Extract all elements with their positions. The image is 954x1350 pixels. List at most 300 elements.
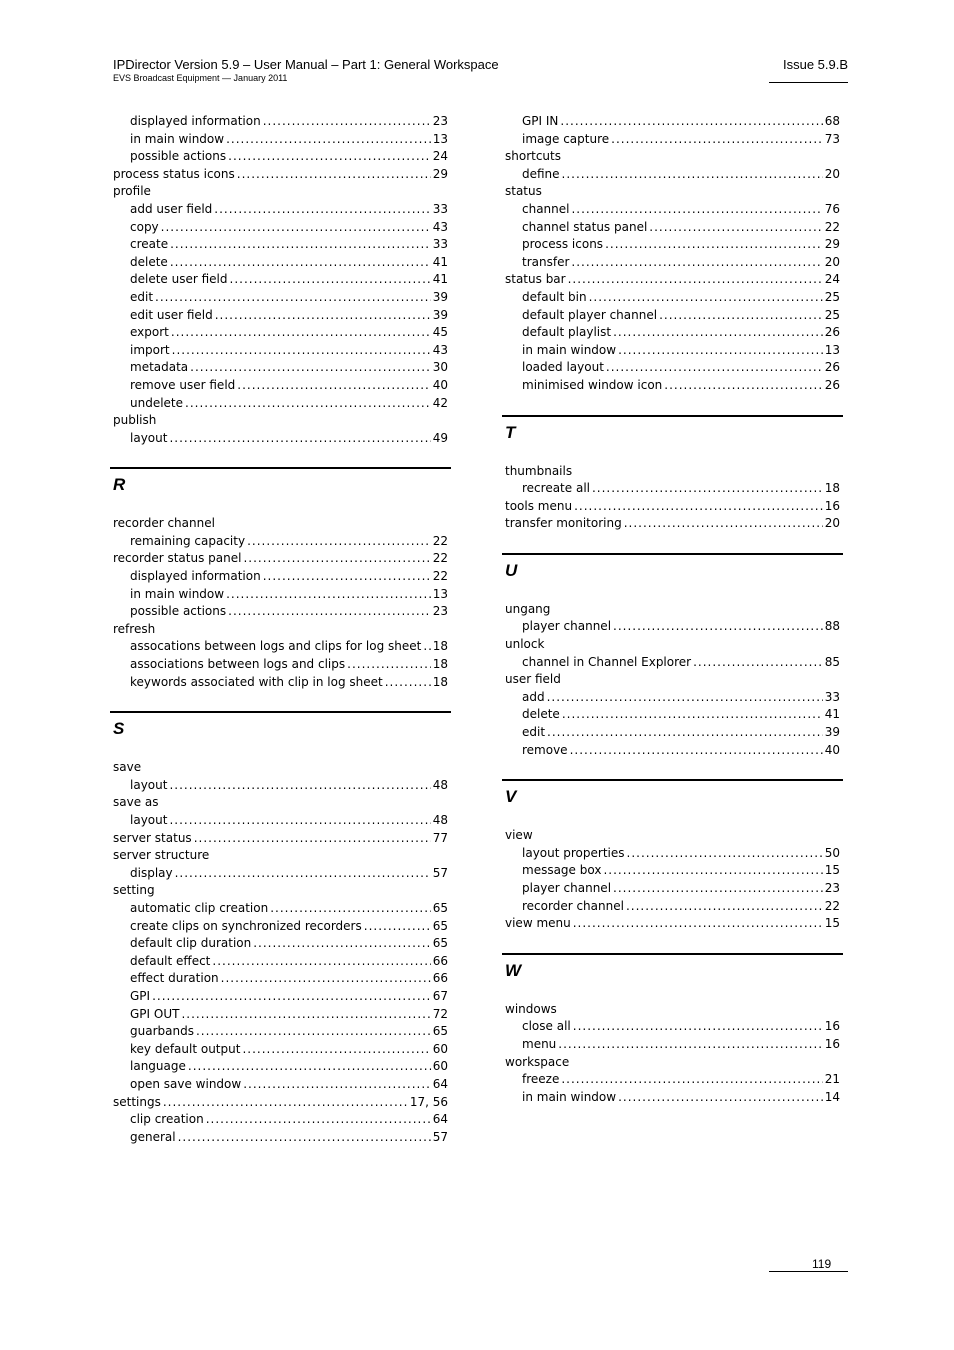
entry-page-number: 20 <box>824 254 840 269</box>
index-entry <box>505 601 840 619</box>
entry-page-number: 77 <box>432 830 448 845</box>
index-entry <box>113 166 448 184</box>
dot-leader <box>185 395 431 413</box>
entry-page-number: 22 <box>824 898 840 913</box>
index-subentry <box>113 638 448 656</box>
index-subentry <box>113 254 448 272</box>
entry-term: displayed information <box>130 114 261 128</box>
index-entry <box>505 271 840 289</box>
entry-page-number: 33 <box>432 237 448 252</box>
entry-term: recorder channel <box>522 898 624 913</box>
entry-page-number: 42 <box>432 395 448 410</box>
index-subentry <box>113 324 448 342</box>
entry-term: image capture <box>522 131 610 146</box>
dot-leader <box>170 254 431 272</box>
dot-leader <box>570 742 823 760</box>
entry-term: default effect <box>130 953 211 968</box>
entry-page-number: 25 <box>824 307 840 322</box>
dot-leader <box>152 988 431 1006</box>
entry-page-number: 26 <box>824 325 840 340</box>
entry-page-number: 14 <box>824 1089 840 1104</box>
entry-term: workspace <box>505 1054 570 1069</box>
section-letter: T <box>505 422 516 442</box>
dot-leader <box>228 148 431 166</box>
entry-page-number: 18 <box>824 481 840 496</box>
section-rule <box>502 415 843 417</box>
index-entry <box>113 183 448 201</box>
index-entry <box>505 183 840 201</box>
dot-leader <box>592 480 823 498</box>
entry-term: GPI OUT <box>130 1006 180 1021</box>
index-section <box>505 553 840 759</box>
entry-page-number: 65 <box>432 900 448 915</box>
entry-term: layout <box>130 430 168 445</box>
entry-page-number: 49 <box>432 430 448 445</box>
entry-page-number: 22 <box>824 219 840 234</box>
entry-page-number: 41 <box>432 272 448 287</box>
entry-page-number: 18 <box>432 674 448 689</box>
dot-leader <box>253 935 430 953</box>
index-subentry <box>113 430 448 448</box>
header-title: IPDirector Version 5.9 – User Manual – Part 1: General Workspace <box>113 57 499 72</box>
entry-term: player channel <box>522 619 612 634</box>
index-subentry <box>505 201 840 219</box>
index-subentry <box>113 1076 448 1094</box>
entry-term: in main window <box>522 1089 617 1104</box>
dot-leader <box>190 359 431 377</box>
entry-term: remove <box>522 742 568 757</box>
dot-leader <box>574 498 823 516</box>
index-subentry <box>505 324 840 342</box>
entry-page-number: 68 <box>824 114 840 128</box>
index-section <box>505 953 840 1107</box>
entry-term: display <box>130 865 173 880</box>
index-subentry <box>113 131 448 149</box>
entry-term: channel status panel <box>522 219 648 234</box>
dot-leader <box>243 1076 431 1094</box>
index-subentry <box>505 724 840 742</box>
index-entry <box>113 1094 448 1112</box>
index-entry <box>505 515 840 533</box>
index-subentry <box>113 1058 448 1076</box>
entry-term: possible actions <box>130 149 227 164</box>
entry-term: server status <box>113 830 192 845</box>
dot-leader <box>178 1129 431 1147</box>
entry-term: edit <box>130 289 154 304</box>
entry-page-number: 65 <box>432 936 448 951</box>
section-rule <box>502 953 843 955</box>
entry-term: displayed information <box>130 569 261 584</box>
entry-term: remaining capacity <box>130 533 246 548</box>
entry-term: status bar <box>505 272 566 287</box>
entry-term: define <box>522 166 560 181</box>
entry-page-number: 85 <box>824 654 840 669</box>
entry-page-number: 26 <box>824 360 840 375</box>
entry-page-number: 64 <box>432 1076 448 1091</box>
entry-page-number: 65 <box>432 1024 448 1039</box>
entry-term: edit user field <box>130 307 213 322</box>
index-section <box>505 415 840 533</box>
dot-leader <box>347 656 431 674</box>
dot-leader <box>693 654 823 672</box>
index-subentry <box>505 689 840 707</box>
index-entry <box>113 794 448 812</box>
index-entry <box>505 915 840 933</box>
index-subentry <box>505 845 840 863</box>
index-subentry <box>113 148 448 166</box>
index-subentry <box>113 568 448 586</box>
index-subentry <box>113 236 448 254</box>
index-subentry <box>113 586 448 604</box>
index-subentry <box>113 970 448 988</box>
entry-term: effect duration <box>130 971 219 986</box>
dot-leader <box>561 1071 822 1089</box>
section-rule <box>110 467 451 469</box>
entry-page-number: 16 <box>824 1019 840 1034</box>
index-subentry <box>505 113 840 131</box>
entry-page-number: 39 <box>432 289 448 304</box>
entry-term: open save window <box>130 1076 242 1091</box>
entry-term: player channel <box>522 881 612 895</box>
entry-term: tools menu <box>505 498 573 513</box>
entry-page-number: 18 <box>432 657 448 672</box>
entry-page-number: 41 <box>824 707 840 722</box>
index-subentry <box>505 342 840 360</box>
entry-page-number: 30 <box>432 360 448 375</box>
entry-term: close all <box>522 1019 571 1034</box>
index-subentry <box>113 1041 448 1059</box>
dot-leader <box>175 865 431 883</box>
index-subentry <box>113 342 448 360</box>
index-subentry <box>113 812 448 830</box>
entry-page-number: 13 <box>824 342 840 357</box>
index-subentry <box>113 603 448 621</box>
dot-leader <box>618 342 823 360</box>
entry-page-number: 57 <box>432 1129 448 1144</box>
index-subentry <box>505 862 840 880</box>
index-subentry <box>113 656 448 674</box>
entry-term: view menu <box>505 916 571 931</box>
entry-page-number: 13 <box>432 131 448 146</box>
entry-page-number: 73 <box>824 131 840 146</box>
index-entry <box>113 412 448 430</box>
entry-term: publish <box>113 413 157 428</box>
dot-leader <box>626 898 823 916</box>
section-rule <box>502 779 843 781</box>
entry-term: GPI <box>130 988 151 1003</box>
entry-term: import <box>130 342 170 357</box>
index-subentry <box>113 359 448 377</box>
entry-term: in main window <box>522 342 617 357</box>
index-subentry <box>113 900 448 918</box>
dot-leader <box>226 586 431 604</box>
dot-leader <box>263 113 431 131</box>
index-subentry <box>113 377 448 395</box>
index-subentry <box>113 953 448 971</box>
entry-page-number: 50 <box>824 845 840 860</box>
entry-page-number: 48 <box>432 777 448 792</box>
dot-leader <box>364 918 431 936</box>
index-subentry <box>505 1036 840 1054</box>
section-rule <box>502 553 843 555</box>
entry-term: delete <box>522 707 560 722</box>
dot-leader <box>385 674 431 692</box>
entry-term: shortcuts <box>505 149 561 164</box>
entry-term: possible actions <box>130 604 227 619</box>
dot-leader <box>611 131 823 149</box>
dot-leader <box>172 342 431 360</box>
entry-term: add user field <box>130 201 213 216</box>
entry-term: channel in Channel Explorer <box>522 654 692 669</box>
entry-term: undelete <box>130 395 184 410</box>
dot-leader <box>423 638 430 656</box>
entry-page-number: 20 <box>824 516 840 531</box>
entry-term: add <box>522 689 545 704</box>
dot-leader <box>664 377 822 395</box>
index-section <box>113 467 448 691</box>
dot-leader <box>212 953 430 971</box>
index-subentry <box>505 1089 840 1107</box>
header-rule <box>769 82 848 83</box>
dot-leader <box>659 307 823 325</box>
entry-term: GPI IN <box>522 114 559 128</box>
entry-page-number: 41 <box>432 254 448 269</box>
index-subentry <box>113 777 448 795</box>
dot-leader <box>627 845 823 863</box>
entry-term: automatic clip creation <box>130 900 269 915</box>
index-entry <box>505 636 840 654</box>
entry-term: associations between logs and clips <box>130 657 346 672</box>
dot-leader <box>605 236 823 254</box>
entry-page-number: 22 <box>432 569 448 584</box>
index-section <box>505 779 840 933</box>
entry-term: keywords associated with clip in log sheet <box>130 674 383 689</box>
dot-leader <box>573 1018 823 1036</box>
index-entry <box>505 148 840 166</box>
entry-term: copy <box>130 219 159 234</box>
entry-term: freeze <box>522 1072 560 1087</box>
dot-leader <box>571 254 822 272</box>
entry-term: recreate all <box>522 481 590 496</box>
entry-page-number: 18 <box>432 639 448 654</box>
index-subentry <box>113 219 448 237</box>
entry-page-number: 23 <box>432 604 448 619</box>
entry-page-number: 72 <box>432 1006 448 1021</box>
dot-leader <box>603 862 822 880</box>
entry-term: language <box>130 1059 186 1074</box>
entry-page-number: 22 <box>432 551 448 566</box>
entry-term: default player channel <box>522 307 658 322</box>
entry-term: recorder status panel <box>113 551 242 566</box>
entry-term: message box <box>522 863 602 878</box>
index-entry <box>505 1054 840 1072</box>
dot-leader <box>649 219 822 237</box>
entry-term: transfer monitoring <box>505 516 622 531</box>
index-subentry <box>113 201 448 219</box>
index-subentry <box>505 618 840 636</box>
entry-page-number: 45 <box>432 325 448 340</box>
index-subentry <box>113 533 448 551</box>
index-subentry <box>113 988 448 1006</box>
entry-term: guarbands <box>130 1024 194 1039</box>
dot-leader <box>613 880 823 898</box>
index-subentry <box>505 480 840 498</box>
entry-page-number: 66 <box>432 953 448 968</box>
entry-page-number: 16 <box>824 1036 840 1051</box>
entry-term: status <box>505 184 542 199</box>
dot-leader <box>613 618 823 636</box>
entry-page-number: 15 <box>824 863 840 878</box>
index-subentry <box>505 254 840 272</box>
entry-page-number: 16 <box>824 498 840 513</box>
dot-leader <box>230 271 431 289</box>
entry-term: key default output <box>130 1041 241 1056</box>
entry-page-number: 24 <box>432 149 448 164</box>
index-subentry <box>113 113 448 131</box>
dot-leader <box>196 1023 431 1041</box>
dot-leader <box>562 166 823 184</box>
dot-leader <box>169 812 430 830</box>
index-entry <box>113 550 448 568</box>
index-subentry <box>505 359 840 377</box>
entry-page-number: 66 <box>432 971 448 986</box>
index-section <box>113 711 448 1146</box>
dot-leader <box>560 113 822 131</box>
index-subentry <box>113 289 448 307</box>
entry-term: in main window <box>130 131 225 146</box>
entry-page-number: 65 <box>432 918 448 933</box>
header-subtitle: EVS Broadcast Equipment — January 2011 <box>113 73 288 83</box>
entry-page-number: 40 <box>824 742 840 757</box>
entry-term: metadata <box>130 360 189 375</box>
entry-term: process status icons <box>113 166 235 181</box>
index-entry <box>505 463 840 481</box>
dot-leader <box>181 1006 430 1024</box>
entry-term: in main window <box>130 586 225 601</box>
index-subentry <box>113 674 448 692</box>
entry-term: channel <box>522 201 570 216</box>
index-subentry <box>505 166 840 184</box>
entry-page-number: 43 <box>432 219 448 234</box>
index-subentry <box>113 307 448 325</box>
index-subentry <box>505 706 840 724</box>
entry-term: recorder channel <box>113 516 215 531</box>
entry-page-number: 39 <box>432 307 448 322</box>
entry-page-number: 13 <box>432 586 448 601</box>
dot-leader <box>226 131 431 149</box>
entry-term: process icons <box>522 237 604 252</box>
entry-term: clip creation <box>130 1112 204 1127</box>
dot-leader <box>558 1036 822 1054</box>
entry-term: layout <box>130 813 168 827</box>
dot-leader <box>243 550 430 568</box>
dot-leader <box>171 324 431 342</box>
entry-term: delete user field <box>130 272 228 287</box>
dot-leader <box>613 324 823 342</box>
dot-leader <box>562 706 823 724</box>
dot-leader <box>242 1041 430 1059</box>
index-subentry <box>113 1023 448 1041</box>
entry-term: server structure <box>113 848 210 863</box>
index-subentry <box>113 1129 448 1147</box>
dot-leader <box>237 377 430 395</box>
entry-term: create <box>130 237 169 252</box>
index-entry <box>113 759 448 777</box>
index-subentry <box>505 307 840 325</box>
index-entry <box>113 515 448 533</box>
dot-leader <box>247 533 431 551</box>
entry-page-number: 24 <box>824 272 840 287</box>
entry-page-number: 29 <box>432 166 448 181</box>
entry-term: save <box>113 760 142 775</box>
index-subentry <box>113 865 448 883</box>
dot-leader <box>270 900 431 918</box>
entry-term: delete <box>130 254 168 269</box>
section-letter: R <box>113 475 126 495</box>
entry-page-number: 23 <box>432 114 448 128</box>
entry-page-number: 26 <box>824 377 840 392</box>
dot-leader <box>221 970 431 988</box>
entry-term: remove user field <box>130 377 236 392</box>
dot-leader <box>214 201 430 219</box>
entry-page-number: 48 <box>432 813 448 827</box>
index-subentry <box>113 271 448 289</box>
dot-leader <box>163 1094 408 1112</box>
index-subentry <box>505 219 840 237</box>
entry-page-number: 60 <box>432 1041 448 1056</box>
entry-page-number: 43 <box>432 342 448 357</box>
dot-leader <box>169 777 430 795</box>
entry-page-number: 15 <box>824 916 840 931</box>
entry-term: settings <box>113 1094 161 1109</box>
dot-leader <box>547 689 823 707</box>
entry-page-number: 29 <box>824 237 840 252</box>
entry-term: view <box>505 828 533 843</box>
index-entry <box>505 1001 840 1019</box>
index-subentry <box>505 880 840 898</box>
dot-leader <box>618 1089 823 1107</box>
entry-term: setting <box>113 883 155 898</box>
entry-page-number: 17, 56 <box>409 1094 448 1109</box>
entry-page-number: 23 <box>824 881 840 895</box>
index-subentry <box>113 935 448 953</box>
dot-leader <box>228 603 431 621</box>
entry-page-number: 76 <box>824 201 840 216</box>
entry-term: profile <box>113 184 151 199</box>
entry-term: minimised window icon <box>522 377 663 392</box>
index-entry <box>113 847 448 865</box>
index-subentry <box>505 377 840 395</box>
entry-term: default playlist <box>522 325 612 340</box>
entry-term: loaded layout <box>522 360 604 375</box>
section-letter: V <box>505 787 517 807</box>
dot-leader <box>161 219 431 237</box>
header-issue: Issue 5.9.B <box>783 57 849 72</box>
dot-leader <box>206 1111 431 1129</box>
entry-term: layout properties <box>522 845 625 860</box>
dot-leader <box>155 289 431 307</box>
entry-page-number: 64 <box>432 1112 448 1127</box>
entry-page-number: 39 <box>824 725 840 740</box>
index-column-right <box>505 113 840 1106</box>
entry-term: default clip duration <box>130 936 252 951</box>
entry-page-number: 25 <box>824 289 840 304</box>
entry-term: unlock <box>505 637 545 652</box>
entry-term: menu <box>522 1036 557 1051</box>
entry-page-number: 33 <box>432 201 448 216</box>
index-subentry <box>505 898 840 916</box>
dot-leader <box>547 724 823 742</box>
